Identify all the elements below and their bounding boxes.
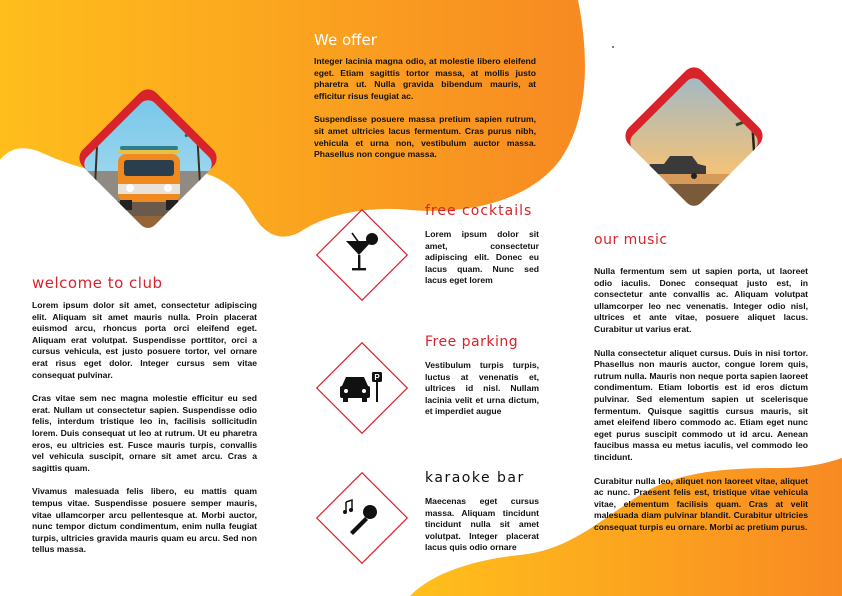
car-sunset-photo (606, 48, 782, 226)
music-paragraph-2: Nulla consectetur aliquet cursus. Duis in nisi tortor. Phasellus non mauris auctor, congue lorem quis, rutrum nulla. Mauris non neque porta sapien laoreet condimentum. Etiam lobortis est id eros dictum pulvinar. Sed elementum sapien ut scelerisque fermentum. Quisque sagittis cursus mauris, sit amet eleifend libero commodo ac. Etiam eget nunc eget purus suscipit commodo ut id arcu. Aenean faucibus massa eu metus iaculis, vel commodo leo tincidunt. (594, 347, 808, 462)
svg-text:P: P (374, 373, 380, 382)
welcome-body (32, 300, 257, 568)
parking-feature-icon (310, 336, 414, 440)
we-offer-heading: We offer (314, 31, 377, 49)
feature-title-cocktails: free cocktails (425, 203, 533, 219)
welcome-paragraph-2: Cras vitae sem nec magna molestie efficitur eu sed erat. Nullam ut consectetur sapien. Suspendisse odio felis, interdum tristique leo in, facilisis sollicitudin lorem. Duis consequat ut leo at rutrum. Ut eu pharetra eros, eu ultricies est. Fusce mauris turpis, convallis vel vehicula suscipit, ornare sit amet arcu. Cras a sagittis quam. (32, 393, 257, 473)
music-paragraph-3: Curabitur nulla leo, aliquet non laoreet vitae, aliquet ac nunc. Praesent felis est, tristique vitae vehicula vitae, elementum facilisis quam. Cras at velit malesuada diam pulvinar blandit. Curabitur ultricies consequat turpis eu ornare. Morbi ac pretium purus. (594, 475, 808, 532)
feature-text-karaoke: Maecenas eget cursus massa. Aliquam tincidunt tincidunt nulla sit amet volutpat. Integer placerat lacus quis odio ornare (425, 496, 539, 553)
welcome-paragraph-1: Lorem ipsum dolor sit amet, consectetur adipiscing elit. Aliquam sit amet mauris nulla. Proin placerat euismod arcu, rhoncus porta orci eleifend eget. Aliquam erat volutpat. Suspendisse porttitor, orci a cursus vehicula, est justo posuere tortor, vel ornare erat risus eget dolor. Integer cursus sem vitae consequat pulvinar. (32, 300, 257, 380)
offer-paragraph-2: Suspendisse posuere massa pretium sapien rutrum, sit amet ultricies lacus fermentum. Cras purus nibh, vehicula et urna non, vestibulum auctor massa. Phasellus non congue massa. (314, 114, 536, 160)
feature-text-cocktails: Lorem ipsum dolor sit amet, consectetur adipiscing elit. Donec eu lacus quam. Nunc sed lacus eget lorem (425, 229, 539, 286)
decor-dot (612, 46, 614, 48)
our-music-heading: our music (594, 232, 668, 248)
welcome-paragraph-3: Vivamus malesuada felis libero, eu mattis quam tempus vitae. Suspendisse posuere semper mauris, vitae ullamcorper arcu pellentesque at. Morbi auctor, nunc tempor dictum condimentum, enim nulla feugiat turpis, ultricies gravida mauris quam eu arcu. Sed non tellus massa. (32, 486, 257, 555)
welcome-heading: welcome to club (32, 274, 163, 292)
van-photo (60, 70, 236, 248)
feature-title-parking: Free parking (425, 334, 519, 350)
feature-text-parking: Vestibulum turpis turpis, luctus at venenatis et, ultrices id nisl. Nullam lacinia velit et urna dictum, et imperdiet augue (425, 360, 539, 417)
we-offer-body (314, 56, 536, 173)
feature-title-karaoke: karaoke bar (425, 470, 525, 486)
our-music-body (594, 266, 808, 545)
cocktail-feature-icon (310, 203, 414, 307)
offer-paragraph-1: Integer lacinia magna odio, at molestie libero eleifend eget. Etiam sagittis tortor massa, at mollis justo pharetra ut. Nulla gravida bibendum mauris, at efficitur risus feugiat ac. (314, 56, 536, 101)
karaoke-feature-icon (310, 466, 414, 570)
music-paragraph-1: Nulla fermentum sem ut sapien porta, ut laoreet odio iaculis. Donec consequat justo est, in consectetur ante convallis ac. Aliquam volutpat ullamcorper leo nec venenatis. Integer odio nisl, ultrices et ante vitae, posuere aliquet lacus. Curabitur ut varius erat. (594, 266, 808, 334)
